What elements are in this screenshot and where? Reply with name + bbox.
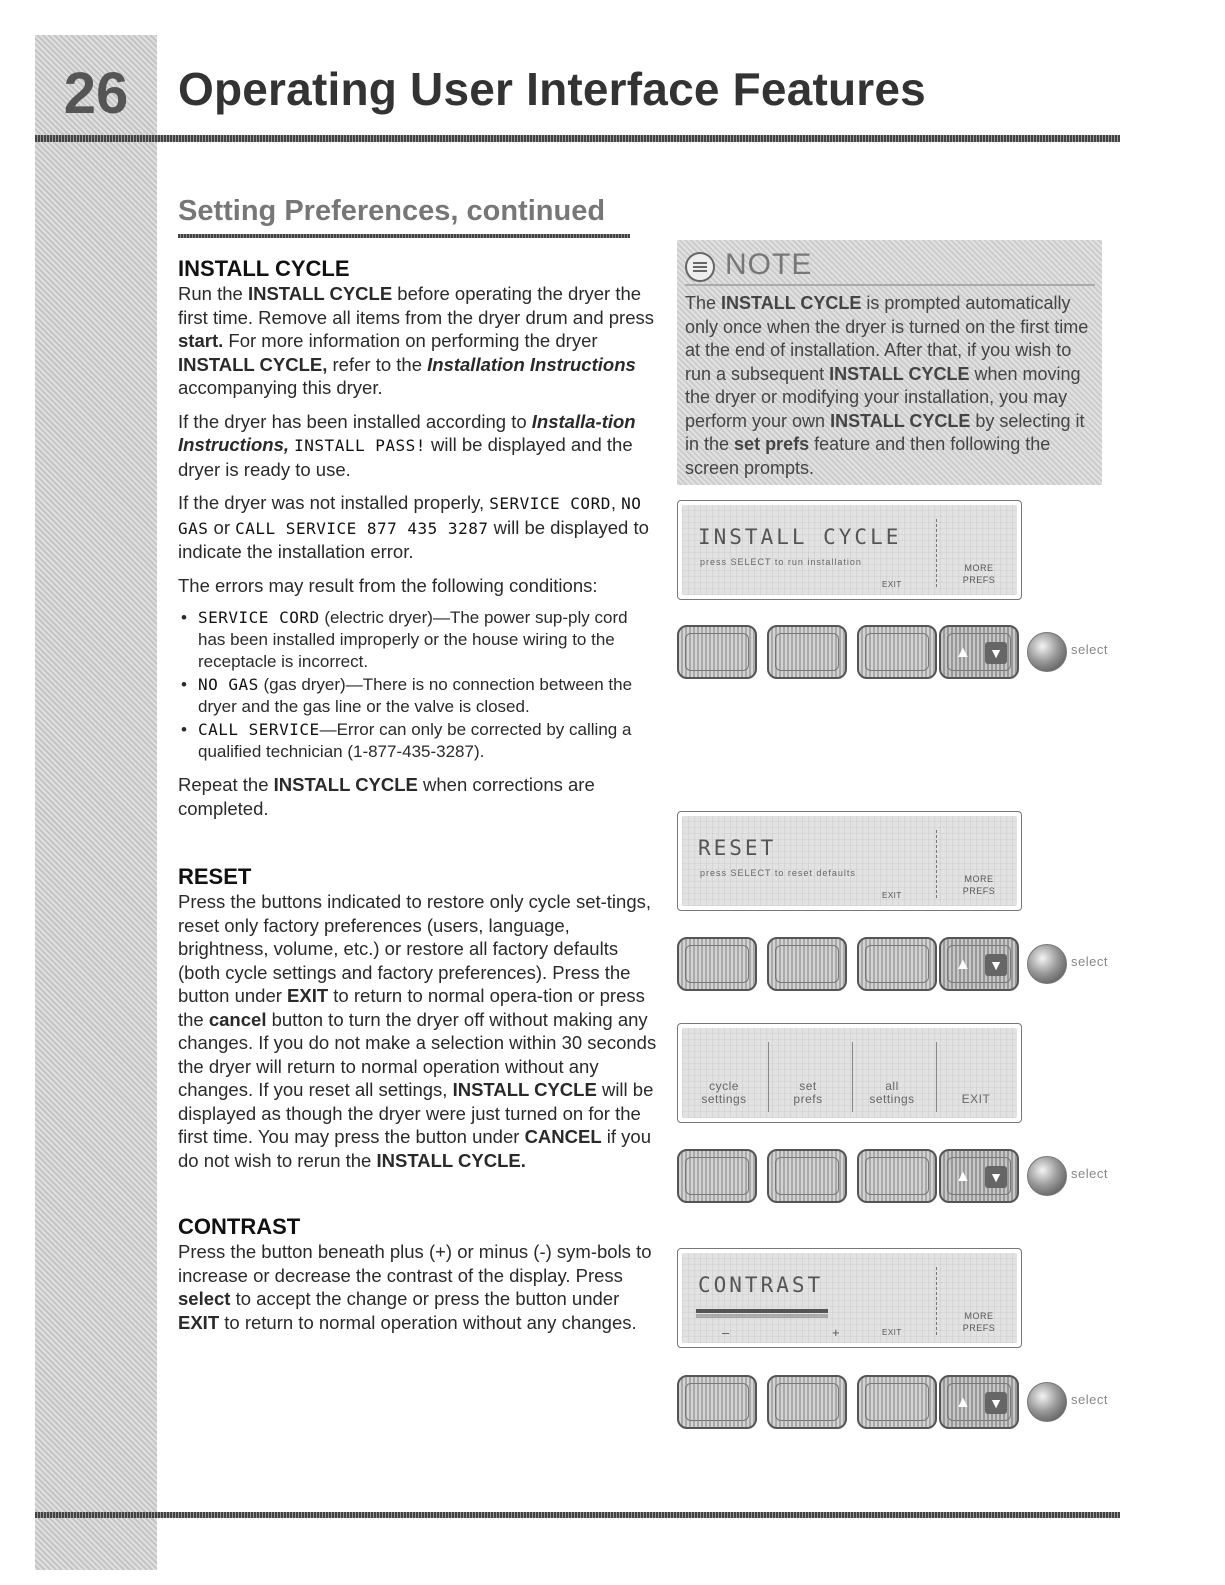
prefs-label: PREFS: [962, 1323, 996, 1333]
select-label: select: [1071, 954, 1108, 969]
up-arrow-icon: ▲: [955, 1168, 971, 1185]
text-run: before operating the dryer the first time. Remove all items from the dryer drum and press: [178, 283, 655, 328]
soft-key-button-1[interactable]: [677, 625, 757, 679]
menu-line: EXIT: [961, 1092, 991, 1106]
select-button[interactable]: [1027, 1156, 1067, 1196]
soft-key-button-1[interactable]: [677, 937, 757, 991]
prefs-label: PREFS: [962, 886, 996, 896]
up-arrow-icon: ▲: [955, 956, 971, 973]
display-divider: [936, 1267, 937, 1335]
menu-divider: [852, 1042, 853, 1112]
down-arrow-icon: ▼: [985, 1166, 1007, 1188]
bold-italic-run: Installa-tion Instructions,: [178, 410, 636, 455]
display-prompt: press SELECT to reset defaults: [700, 868, 856, 878]
more-label: MORE: [964, 1311, 994, 1321]
control-buttons-row: [677, 625, 1117, 687]
select-label: select: [1071, 1166, 1108, 1181]
soft-key-button-3[interactable]: [857, 1375, 937, 1429]
install-cycle-heading: INSTALL CYCLE: [178, 256, 350, 281]
bold-italic-run: Installation Instructions: [427, 353, 636, 375]
up-arrow-icon: ▲: [955, 1394, 971, 1411]
display-panel: [682, 816, 1017, 906]
lcd-text: NO GAS: [198, 675, 259, 694]
reset-menu-display: [677, 1023, 1022, 1123]
text-run: The: [685, 293, 722, 313]
list-item: [198, 674, 658, 718]
text-run: Repeat the: [178, 774, 274, 795]
menu-line: set: [799, 1079, 817, 1093]
list-item: [198, 607, 658, 673]
down-arrow-icon: ▼: [985, 1392, 1007, 1414]
contrast-display: [677, 1248, 1022, 1348]
soft-key-button-2[interactable]: [767, 1149, 847, 1203]
menu-line: cycle: [709, 1079, 739, 1093]
menu-line: prefs: [793, 1092, 823, 1106]
bold-run: INSTALL CYCLE: [452, 1079, 597, 1100]
text-run: by selecting it in the: [685, 410, 1085, 454]
menu-divider: [768, 1042, 769, 1112]
reset-display: [677, 811, 1022, 911]
bold-run: INSTALL CYCLE.: [376, 1149, 526, 1171]
bold-run: cancel: [208, 1008, 267, 1030]
bold-run: INSTALL CYCLE: [273, 774, 418, 795]
text-run: will be displayed and the dryer is ready to use.: [178, 434, 633, 480]
soft-key-button-3[interactable]: [857, 937, 937, 991]
display-panel: [682, 1028, 1017, 1118]
note-header: [685, 246, 1095, 286]
sidebar-band: [35, 35, 157, 1570]
display-more-prefs: [952, 1310, 1006, 1334]
text-run: Run the: [178, 283, 248, 304]
scroll-buttons[interactable]: [939, 625, 1019, 679]
menu-all-settings: [854, 1080, 930, 1106]
up-arrow-icon: ▲: [955, 644, 971, 661]
display-exit-label: EXIT: [882, 580, 902, 589]
bold-run: start.: [178, 330, 224, 351]
lcd-text: CALL SERVICE: [198, 720, 320, 739]
down-arrow-icon: ▼: [985, 954, 1007, 976]
text-run: (gas dryer)—There is no connection between the dryer and the gas line or the valve is closed.: [198, 675, 633, 716]
display-divider: [936, 830, 937, 898]
select-button[interactable]: [1027, 944, 1067, 984]
display-divider: [936, 519, 937, 587]
bold-run: CANCEL: [524, 1126, 602, 1147]
text-run: If the dryer was not installed properly,: [178, 492, 490, 513]
reset-paragraph: [178, 890, 658, 1172]
contrast-section: [178, 1214, 658, 1344]
display-panel: [682, 505, 1017, 595]
display-title: CONTRAST: [698, 1273, 824, 1297]
error-conditions-list: [178, 607, 658, 763]
display-exit-label: EXIT: [882, 1328, 902, 1337]
display-title: RESET: [698, 836, 777, 860]
install-cycle-paragraph-5: [178, 773, 658, 820]
title-rule: [35, 135, 1120, 142]
menu-exit: [938, 1080, 1014, 1106]
text-run: If the dryer has been installed according to: [178, 410, 532, 432]
section-rule: [178, 234, 630, 238]
lcd-text: CALL SERVICE 877 435 3287: [235, 518, 489, 538]
text-run: to return to normal operation without any changes.: [219, 1311, 637, 1333]
soft-key-button-2[interactable]: [767, 1375, 847, 1429]
display-title: INSTALL CYCLE: [698, 525, 902, 549]
prefs-label: PREFS: [962, 575, 996, 585]
text-run: (electric dryer)—The power sup-ply cord has been installed improperly or the house wiring to the receptacle is incorrect.: [198, 608, 628, 671]
text-run: refer to the: [327, 353, 428, 375]
text-run: or: [208, 516, 236, 538]
menu-line: all: [885, 1079, 899, 1093]
lcd-text: SERVICE CORD: [489, 494, 611, 513]
select-button[interactable]: [1027, 632, 1067, 672]
bottom-rule: [35, 1512, 1120, 1518]
menu-set-prefs: [770, 1080, 846, 1106]
contrast-level-bar: [696, 1309, 828, 1313]
select-button[interactable]: [1027, 1382, 1067, 1422]
menu-line: settings: [701, 1092, 747, 1106]
scroll-buttons[interactable]: [939, 1149, 1019, 1203]
text-run: to return to normal opera-tion or press the: [178, 985, 645, 1030]
bold-run: INSTALL CYCLE: [829, 363, 970, 384]
bold-run: INSTALL CYCLE: [721, 293, 862, 313]
note-label: NOTE: [725, 248, 813, 281]
lcd-text: INSTALL PASS!: [294, 436, 426, 455]
menu-cycle-settings: [686, 1080, 762, 1106]
down-arrow-icon: ▼: [985, 642, 1007, 664]
text-run: will be displayed as though the dryer were just turned on for the first time. You may press the button under: [178, 1079, 654, 1147]
install-cycle-paragraph-4: The errors may result from the following conditions:: [178, 574, 598, 596]
lcd-text: SERVICE CORD: [198, 608, 320, 627]
note-box: [677, 240, 1102, 485]
more-label: MORE: [964, 563, 994, 573]
soft-key-button-1[interactable]: [677, 1149, 757, 1203]
page-number: 26: [63, 61, 129, 126]
display-panel: [682, 1253, 1017, 1343]
soft-key-button-3[interactable]: [857, 625, 937, 679]
soft-key-button-2[interactable]: [767, 625, 847, 679]
soft-key-button-1[interactable]: [677, 1375, 757, 1429]
install-cycle-paragraph-3: [178, 491, 658, 564]
bold-run: select: [178, 1288, 231, 1309]
text-run: when corrections are completed.: [178, 774, 595, 819]
contrast-paragraph: [178, 1240, 658, 1334]
display-exit-label: EXIT: [882, 891, 902, 900]
control-buttons-row: [677, 1149, 1117, 1211]
bold-run: INSTALL CYCLE: [247, 283, 393, 304]
text-run: will be displayed to indicate the installation error.: [178, 516, 649, 562]
note-body: [685, 292, 1100, 480]
install-cycle-paragraph-2: [178, 410, 658, 482]
text-run: For more information on performing the dryer: [223, 330, 598, 351]
install-cycle-section: [178, 256, 658, 830]
scroll-buttons[interactable]: [939, 937, 1019, 991]
contrast-heading: CONTRAST: [178, 1214, 301, 1239]
bold-run: EXIT: [287, 985, 329, 1006]
control-buttons-row: [677, 937, 1117, 999]
reset-heading: RESET: [178, 864, 252, 889]
text-run: Press the buttons indicated to restore only cycle set-tings, reset only factory preferences (users, language, brightness, volume, etc.) or restore all factory defaults (both cycle settings and factory preferences). Press the button under: [178, 891, 652, 1006]
text-run: to accept the change or press the button under: [230, 1288, 620, 1309]
bold-run: EXIT: [178, 1311, 220, 1333]
text-run: —Error can only be corrected by calling a qualified technician (1-877-435-3287).: [198, 720, 632, 761]
select-label: select: [1071, 642, 1108, 657]
install-cycle-display: [677, 500, 1022, 600]
reset-section: [178, 864, 658, 1182]
select-label: select: [1071, 1392, 1108, 1407]
scroll-buttons[interactable]: [939, 1375, 1019, 1429]
install-cycle-paragraph-1: [178, 282, 658, 400]
display-prompt: press SELECT to run installation: [700, 557, 862, 567]
contrast-plus-label: +: [832, 1325, 840, 1340]
text-run: accompanying this dryer.: [178, 377, 383, 398]
soft-key-button-3[interactable]: [857, 1149, 937, 1203]
display-more-prefs: [952, 562, 1006, 586]
note-icon: [685, 252, 715, 282]
page-title: Operating User Interface Features: [178, 63, 926, 115]
text-run: is prompted automatically only once when the dryer is turned on the first time at the end of installation. After that, if you wish to run a subsequent: [685, 293, 1089, 384]
text-run: when moving the dryer or modifying your installation, you may perform your own: [685, 363, 1081, 431]
text-run: feature and then following the screen prompts.: [685, 434, 1051, 478]
display-more-prefs: [952, 873, 1006, 897]
section-heading: Setting Preferences, continued: [178, 195, 606, 227]
text-run: ,: [610, 492, 622, 513]
list-item: [198, 719, 658, 763]
contrast-minus-label: –: [722, 1325, 730, 1340]
text-run: Press the button beneath plus (+) or minus (-) sym-bols to increase or decrease the contrast of the display. Press: [178, 1241, 652, 1286]
bold-run: INSTALL CYCLE: [830, 410, 971, 431]
menu-divider: [936, 1042, 937, 1112]
bold-run: set prefs: [734, 434, 810, 454]
soft-key-button-2[interactable]: [767, 937, 847, 991]
control-buttons-row: [677, 1375, 1117, 1437]
text-run: if you do not wish to rerun the: [178, 1126, 652, 1171]
text-run: button to turn the dryer off without making any changes. If you do not make a selection within 30 seconds the dryer will return to normal operation without any changes. If you reset all settings,: [178, 1008, 657, 1100]
menu-line: settings: [869, 1092, 915, 1106]
bold-run: INSTALL CYCLE,: [178, 353, 328, 375]
more-label: MORE: [964, 874, 994, 884]
lcd-text: NO GAS: [178, 494, 642, 538]
